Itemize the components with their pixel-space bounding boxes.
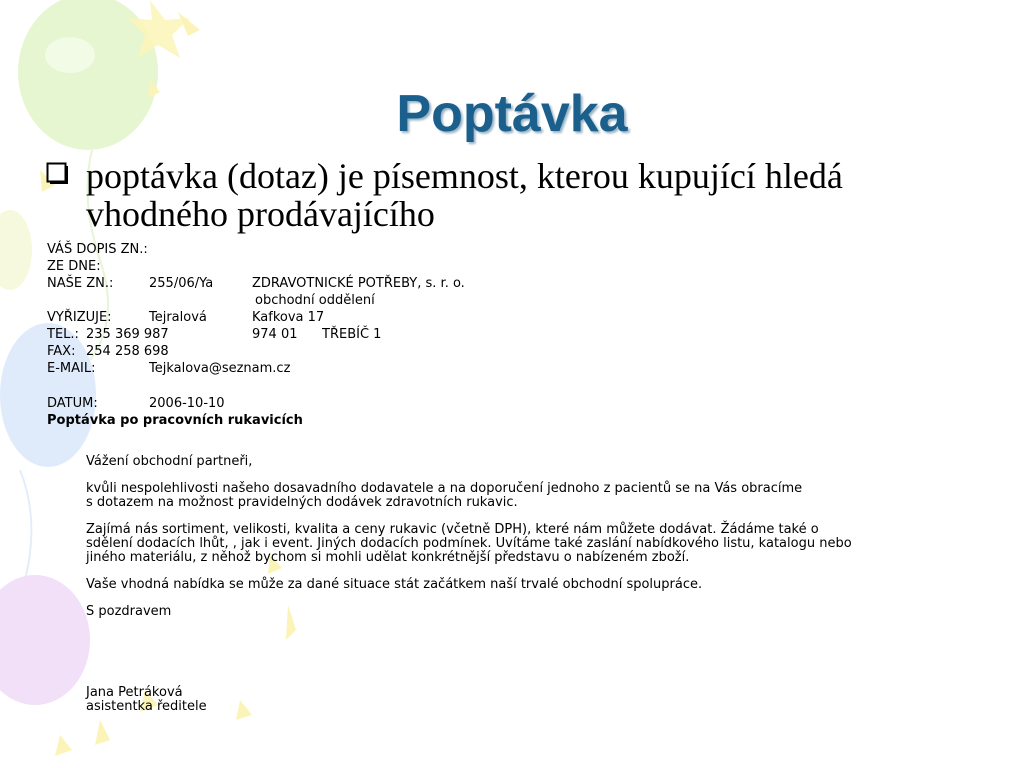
paragraph-2-line-2: sdělení dodacích lhůt, , jak i event. Jiných dodacích podmínek. Uvítáme také zaslání nabídkového listu, katalogu nebo [86,536,852,551]
bullet-text [86,157,966,233]
star-6 [95,720,110,745]
paragraph-1-line-2: s dotazem na možnost pravidelných dodávek zdravotních rukavic. [86,495,518,510]
tel-value: 235 369 987 [86,327,169,342]
signature-name: Jana Petráková [86,685,183,700]
recipient-department: obchodní oddělení [255,293,375,308]
datum-value: 2006-10-10 [149,396,225,411]
signature-title: asistentka ředitele [86,699,207,714]
closing: S pozdravem [86,604,172,619]
datum-label: DATUM: [47,396,98,411]
tel-label: TEL.: [47,327,79,342]
paragraph-2-line-1: Zajímá nás sortiment, velikosti, kvalita a ceny rukavic (včetně DPH), které nám můžete dodávat. Žádáme také o [86,522,819,537]
paragraph-1-line-1: kvůli nespolehlivosti našeho dosavadního dodavatele a na doporučení jednoho z pacientů se na Vás obracíme [86,481,803,496]
letter-subject: Poptávka po pracovních rukavicích [47,413,303,428]
purple-balloon [0,575,90,705]
bullet-line-2: vhodného prodávajícího [86,194,435,234]
email-label: E-MAIL: [47,361,96,376]
recipient-city: TŘEBÍČ 1 [322,327,382,342]
recipient-company: ZDRAVOTNICKÉ POTŘEBY, s. r. o. [252,276,465,291]
paragraph-3: Vaše vhodná nabídka se může za dané situace stát začátkem naší trvalé obchodní spolupráce. [86,577,703,592]
nase-zn-value: 255/06/Ya [149,276,214,291]
salutation: Vážení obchodní partneři, [86,454,253,469]
recipient-zip: 974 01 [252,327,298,342]
star-8 [286,605,296,640]
bullet-line-1: poptávka (dotaz) je písemnost, kterou kupující hledá [86,156,843,196]
vyrizuje-value: Tejralová [149,310,207,325]
nase-zn-label: NAŠE ZN.: [47,276,114,291]
star-10 [236,700,252,720]
yellow-balloon-edge [0,210,32,290]
vas-dopis-label: VÁŠ DOPIS ZN.: [47,242,148,257]
fax-label: FAX: [47,344,76,359]
recipient-street: Kafkova 17 [252,310,325,325]
vyrizuje-label: VYŘIZUJE: [47,310,112,325]
star-7 [55,735,72,756]
email-value: Tejkalova@seznam.cz [149,361,291,376]
ze-dne-label: ZE DNE: [47,259,101,274]
paragraph-2-line-3: jiného materiálu, z něhož bychom si mohli udělat konkrétnější představu o nabízeném zboží. [86,550,690,565]
checkbox-bullet-icon [46,162,71,187]
fax-value: 254 258 698 [86,344,169,359]
slide-title: Poptávka [396,85,628,143]
